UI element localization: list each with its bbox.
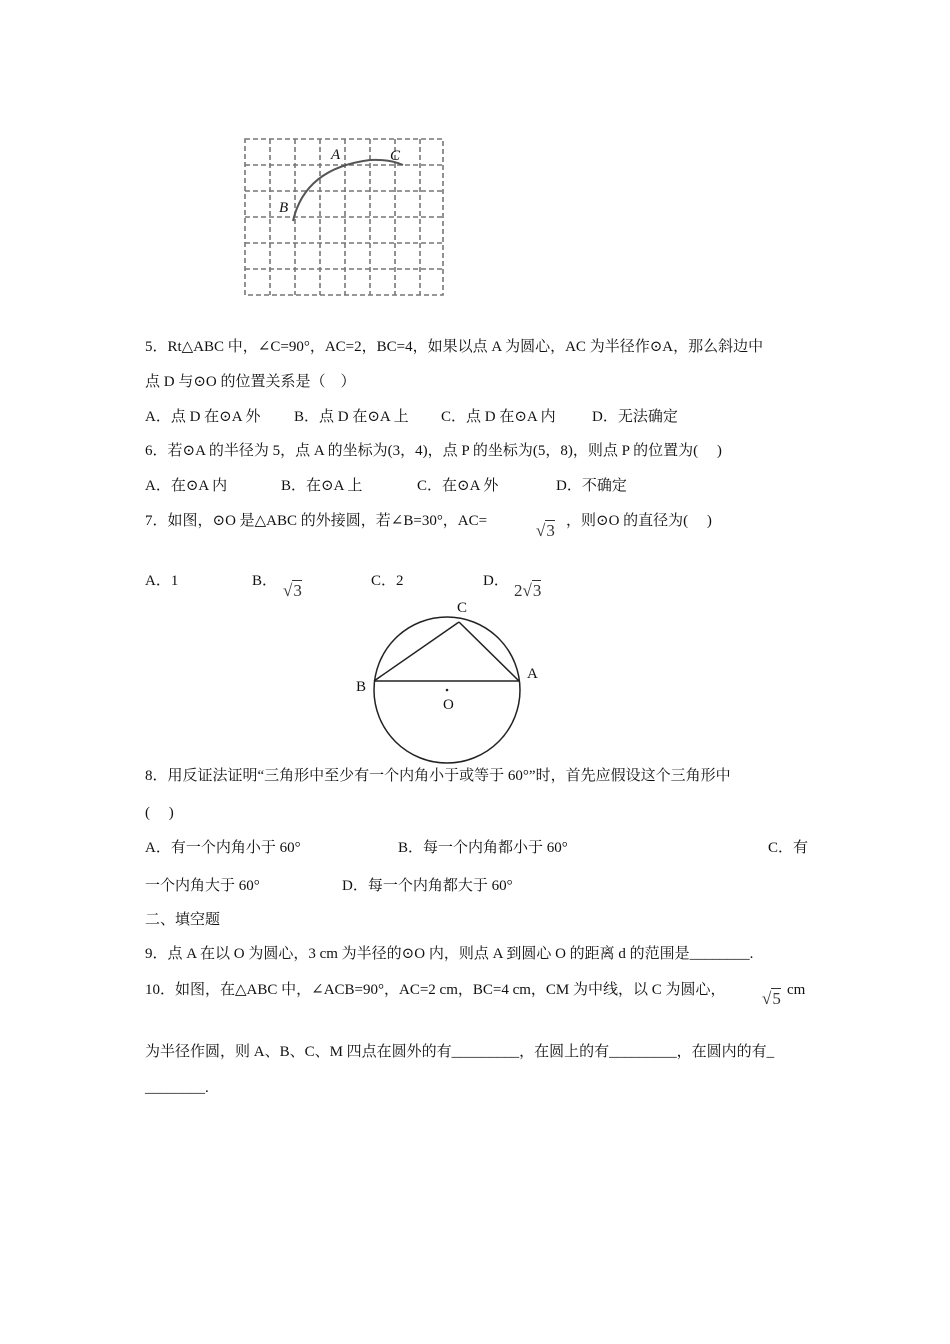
q10-sqrt: √5 bbox=[762, 989, 781, 1008]
q8-option-c-part2[interactable]: 一个内角大于 60° bbox=[145, 878, 260, 894]
q7-option-d-coef: 2 bbox=[514, 581, 523, 600]
segment-bc bbox=[374, 622, 459, 681]
q7-option-b-sqrt: √3 bbox=[283, 581, 302, 600]
q6-option-d[interactable]: D．不确定 bbox=[556, 478, 627, 494]
q8-option-d[interactable]: D．每一个内角都大于 60° bbox=[342, 878, 513, 894]
q5-option-a[interactable]: A．点 D 在⊙A 外 bbox=[145, 409, 261, 425]
q6-stem: 6．若⊙A 的半径为 5，点 A 的坐标为(3，4)，点 P 的坐标为(5，8)，则点 P 的位置为( ) bbox=[145, 443, 722, 459]
q10-radicand: 5 bbox=[772, 989, 781, 1008]
q7-stem-after: ，则⊙O 的直径为( ) bbox=[566, 513, 712, 529]
fig2-label-c: C bbox=[457, 600, 468, 616]
center-dot bbox=[446, 689, 449, 692]
q5-option-c[interactable]: C．点 D 在⊙A 内 bbox=[441, 409, 556, 425]
q9-text: 9．点 A 在以 O 为圆心，3 cm 为半径的⊙O 内，则点 A 到圆心 O 的距离 d 的范围是________. bbox=[145, 946, 754, 962]
q7-stem-before: 7．如图，⊙O 是△ABC 的外接圆，若∠B=30°，AC= bbox=[145, 513, 488, 529]
q7-option-b-radicand: 3 bbox=[293, 581, 302, 600]
fig1-label-c: C bbox=[390, 148, 401, 164]
q7-stem-sqrt: √3 bbox=[536, 521, 555, 540]
fig1-label-a: A bbox=[331, 147, 341, 163]
q7-stem-radicand: 3 bbox=[546, 521, 555, 540]
fig2-label-o: O bbox=[443, 697, 454, 713]
q8-option-b[interactable]: B．每一个内角都小于 60° bbox=[398, 840, 568, 856]
q5-line2: 点 D 与⊙O 的位置关系是（ ） bbox=[145, 374, 356, 390]
q10-line2: 为半径作圆，则 A、B、C、M 四点在圆外的有_________，在圆上的有_________，在圆内的有_ bbox=[145, 1044, 775, 1060]
fig2-label-a: A bbox=[527, 666, 538, 682]
q10-unit: cm bbox=[787, 982, 806, 998]
q7-option-c[interactable]: C．2 bbox=[371, 573, 404, 589]
q5-option-d[interactable]: D．无法确定 bbox=[592, 409, 678, 425]
q8-line2: ( ) bbox=[145, 805, 174, 821]
q7-option-d-radicand: 3 bbox=[532, 581, 542, 600]
q7-option-a[interactable]: A．1 bbox=[145, 573, 179, 589]
q8-line1: 8．用反证法证明“三角形中至少有一个内角小于或等于 60°”时，首先应假设这个三角形中 bbox=[145, 768, 731, 784]
q7-option-d-value: 2√3 bbox=[514, 581, 542, 600]
circle-o bbox=[374, 617, 520, 763]
q5-line1: 5．Rt△ABC 中，∠C=90°，AC=2，BC=4，如果以点 A 为圆心，AC 为半径作⊙A，那么斜边中 bbox=[145, 339, 764, 355]
q6-option-b[interactable]: B．在⊙A 上 bbox=[281, 478, 363, 494]
section-heading: 二、填空题 bbox=[145, 912, 221, 928]
segment-ca bbox=[459, 622, 519, 681]
fig1-label-b: B bbox=[279, 200, 289, 216]
q8-option-a[interactable]: A．有一个内角小于 60° bbox=[145, 840, 301, 856]
q6-option-c[interactable]: C．在⊙A 外 bbox=[417, 478, 499, 494]
q10-line3: ________. bbox=[145, 1080, 209, 1096]
q6-option-a[interactable]: A．在⊙A 内 bbox=[145, 478, 228, 494]
q7-option-d-label[interactable]: D． bbox=[483, 573, 509, 589]
fig2-label-b: B bbox=[356, 679, 367, 695]
q8-option-c-part1[interactable]: C．有 bbox=[768, 840, 809, 856]
arc-bac bbox=[293, 160, 403, 221]
q10-line1: 10．如图，在△ABC 中，∠ACB=90°，AC=2 cm，BC=4 cm，CM 为中线，以 C 为圆心， bbox=[145, 982, 726, 998]
q7-option-b-label[interactable]: B． bbox=[252, 573, 278, 589]
q5-option-b[interactable]: B．点 D 在⊙A 上 bbox=[294, 409, 409, 425]
